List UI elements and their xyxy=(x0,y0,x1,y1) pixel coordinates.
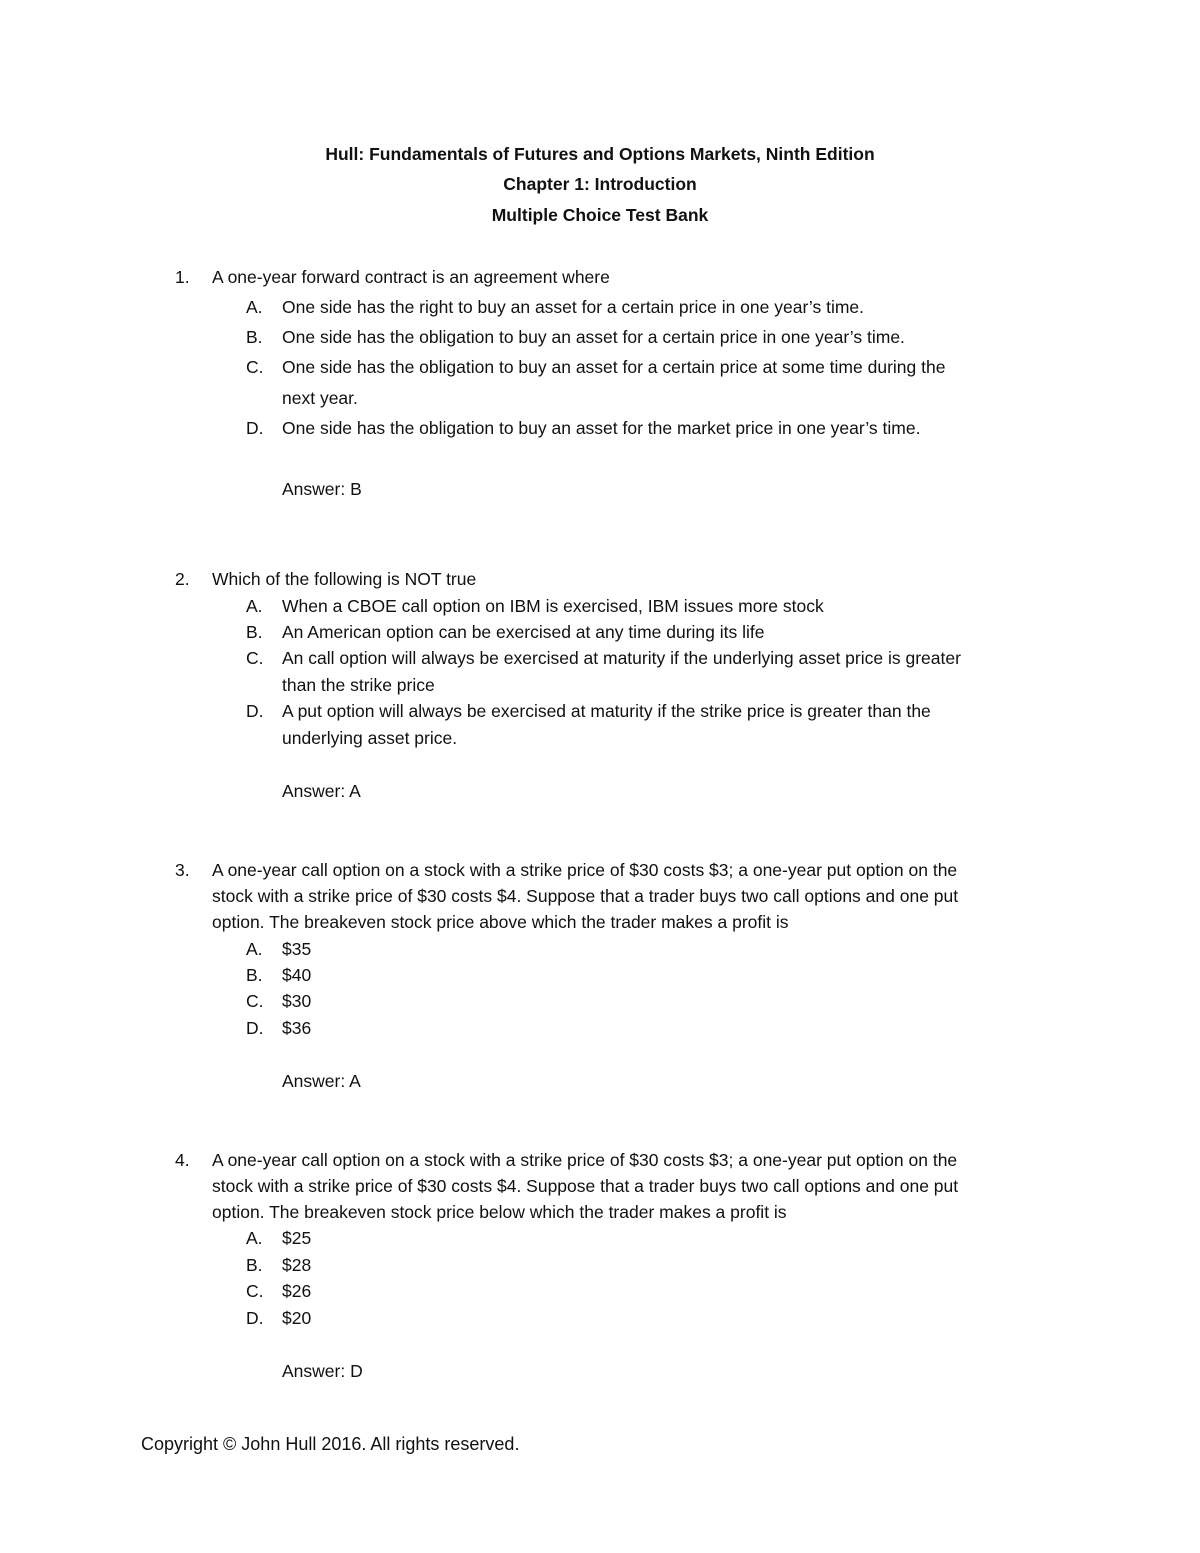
option-letter: B. xyxy=(246,1255,263,1275)
option-text: $40 xyxy=(282,965,312,985)
question-stem-continued: stock with a strike price of $30 costs $4. Suppose that a trader buys two call options and one put xyxy=(212,1176,959,1196)
option-text: One side has the obligation to buy an asset for a certain price in one year’s time. xyxy=(282,327,905,347)
option-text-continued: than the strike price xyxy=(282,675,435,695)
option-letter: B. xyxy=(246,622,263,642)
option-text: $20 xyxy=(282,1308,312,1328)
question-stem-continued: option. The breakeven stock price above which the trader makes a profit is xyxy=(212,912,789,932)
option-letter: A. xyxy=(246,1228,263,1248)
option-letter: C. xyxy=(246,1281,264,1301)
option-text-continued: underlying asset price. xyxy=(282,728,458,748)
option-text: When a CBOE call option on IBM is exercised, IBM issues more stock xyxy=(282,596,824,616)
option-letter: C. xyxy=(246,648,264,668)
answer-line: Answer: D xyxy=(282,1361,363,1381)
question-number: 1. xyxy=(175,267,190,287)
option-letter: D. xyxy=(246,1308,264,1328)
option-text: A put option will always be exercised at maturity if the strike price is greater than the xyxy=(282,701,931,721)
option-text: One side has the obligation to buy an asset for a certain price at some time during the xyxy=(282,357,946,377)
option-letter: A. xyxy=(246,596,263,616)
question-stem: A one-year forward contract is an agreement where xyxy=(212,267,610,287)
document-subtitle: Multiple Choice Test Bank xyxy=(491,205,709,225)
option-text: $35 xyxy=(282,939,312,959)
option-letter: B. xyxy=(246,965,263,985)
option-text: $25 xyxy=(282,1228,312,1248)
chapter-title: Chapter 1: Introduction xyxy=(503,174,697,194)
option-text: $36 xyxy=(282,1018,312,1038)
option-text: One side has the obligation to buy an asset for the market price in one year’s time. xyxy=(282,418,921,438)
question-stem: A one-year call option on a stock with a strike price of $30 costs $3; a one-year put option on the xyxy=(212,860,958,880)
option-text: $26 xyxy=(282,1281,312,1301)
option-letter: C. xyxy=(246,991,264,1011)
option-letter: D. xyxy=(246,1018,264,1038)
question-stem: Which of the following is NOT true xyxy=(212,569,477,589)
question-number: 3. xyxy=(175,860,190,880)
option-text: One side has the right to buy an asset for a certain price in one year’s time. xyxy=(282,297,865,317)
option-letter: D. xyxy=(246,418,264,438)
question-number: 4. xyxy=(175,1150,190,1170)
question-number: 2. xyxy=(175,569,190,589)
answer-line: Answer: B xyxy=(282,479,362,499)
answer-line: Answer: A xyxy=(282,1071,361,1091)
option-text-continued: next year. xyxy=(282,388,358,408)
option-letter: C. xyxy=(246,357,264,377)
answer-line: Answer: A xyxy=(282,781,361,801)
option-text: $30 xyxy=(282,991,312,1011)
copyright-footer: Copyright © John Hull 2016. All rights reserved. xyxy=(141,1434,520,1454)
question-stem: A one-year call option on a stock with a strike price of $30 costs $3; a one-year put option on the xyxy=(212,1150,958,1170)
question-stem-continued: stock with a strike price of $30 costs $4. Suppose that a trader buys two call options and one put xyxy=(212,886,959,906)
option-text: An call option will always be exercised at maturity if the underlying asset price is greater xyxy=(282,648,961,668)
option-letter: A. xyxy=(246,939,263,959)
option-letter: A. xyxy=(246,297,263,317)
option-text: An American option can be exercised at any time during its life xyxy=(282,622,765,642)
option-letter: D. xyxy=(246,701,264,721)
document-title: Hull: Fundamentals of Futures and Options Markets, Ninth Edition xyxy=(325,144,875,164)
option-letter: B. xyxy=(246,327,263,347)
question-stem-continued: option. The breakeven stock price below which the trader makes a profit is xyxy=(212,1202,787,1222)
option-text: $28 xyxy=(282,1255,312,1275)
